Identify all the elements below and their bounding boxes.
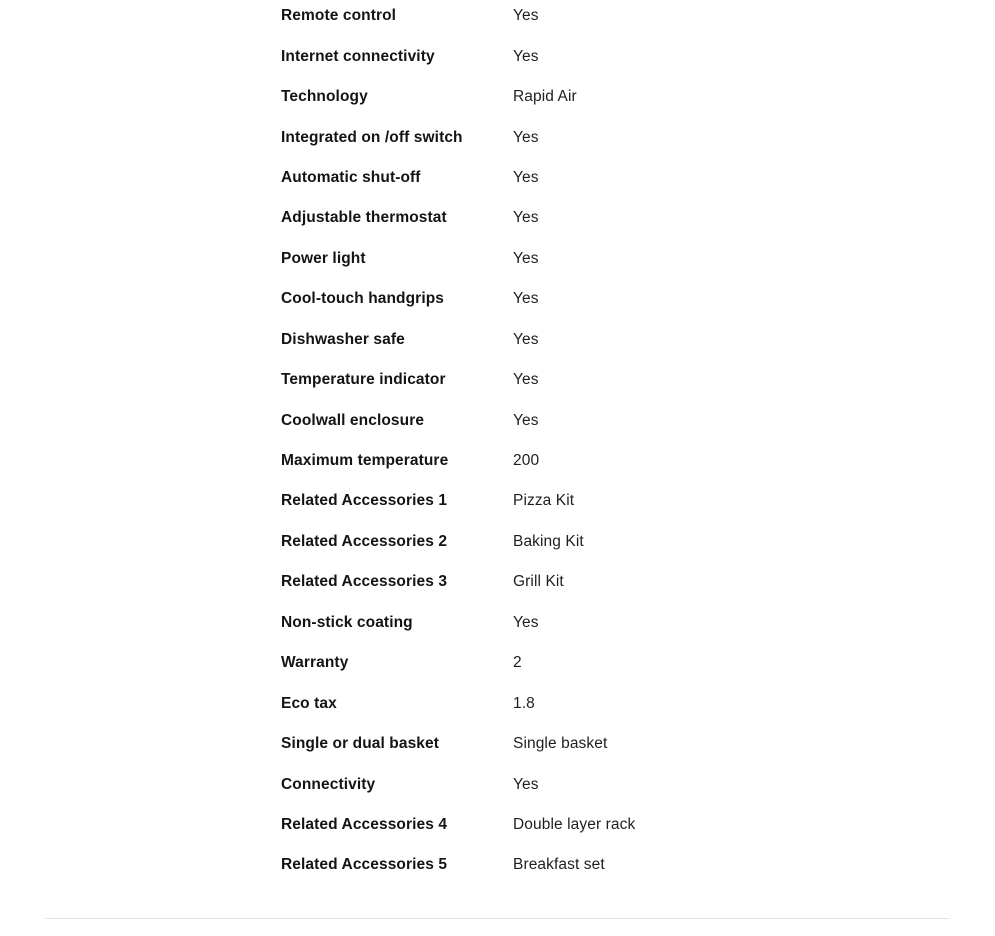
spec-label: Related Accessories 4 <box>281 815 448 833</box>
spec-row <box>281 360 961 400</box>
spec-row <box>281 481 961 521</box>
spec-row <box>281 643 961 683</box>
spec-label: Eco tax <box>281 694 337 712</box>
spec-value: Single basket <box>513 735 608 753</box>
spec-value: Yes <box>513 209 539 227</box>
spec-row <box>281 36 961 76</box>
spec-value: Yes <box>513 330 539 348</box>
section-divider <box>45 918 949 919</box>
spec-value: Yes <box>513 7 539 25</box>
spec-row <box>281 320 961 360</box>
spec-row <box>281 441 961 481</box>
spec-value: 1.8 <box>513 694 535 712</box>
spec-value: Yes <box>513 371 539 389</box>
spec-label: Temperature indicator <box>281 371 446 389</box>
spec-table <box>281 0 961 886</box>
spec-value: Yes <box>513 249 539 267</box>
spec-label: Related Accessories 5 <box>281 856 448 874</box>
spec-label: Related Accessories 2 <box>281 532 448 550</box>
spec-label: Cool-touch handgrips <box>281 290 445 308</box>
spec-label: Adjustable thermostat <box>281 209 447 227</box>
spec-label: Internet connectivity <box>281 47 435 65</box>
spec-row <box>281 279 961 319</box>
spec-row <box>281 400 961 440</box>
spec-label: Non-stick coating <box>281 613 413 631</box>
spec-label: Connectivity <box>281 775 376 793</box>
spec-label: Related Accessories 1 <box>281 492 448 510</box>
spec-label: Single or dual basket <box>281 735 440 753</box>
spec-row <box>281 522 961 562</box>
spec-value: Yes <box>513 411 539 429</box>
spec-row <box>281 562 961 602</box>
spec-row <box>281 683 961 723</box>
spec-label: Maximum temperature <box>281 452 449 470</box>
spec-row <box>281 0 961 36</box>
spec-value: 2 <box>513 654 522 672</box>
spec-label: Remote control <box>281 7 397 25</box>
spec-value: Breakfast set <box>513 856 605 874</box>
spec-row <box>281 77 961 117</box>
spec-row <box>281 845 961 885</box>
spec-value: Yes <box>513 613 539 631</box>
spec-value: Yes <box>513 47 539 65</box>
spec-label: Technology <box>281 88 368 106</box>
spec-row <box>281 158 961 198</box>
spec-row <box>281 117 961 157</box>
spec-label: Warranty <box>281 654 349 672</box>
spec-row <box>281 603 961 643</box>
spec-row <box>281 724 961 764</box>
spec-value: Pizza Kit <box>513 492 575 510</box>
spec-row <box>281 198 961 238</box>
spec-value: Yes <box>513 290 539 308</box>
spec-value: Yes <box>513 168 539 186</box>
spec-label: Dishwasher safe <box>281 330 405 348</box>
spec-value: Yes <box>513 128 539 146</box>
spec-label: Integrated on /off switch <box>281 128 463 146</box>
spec-row <box>281 764 961 804</box>
spec-label: Coolwall enclosure <box>281 411 425 429</box>
spec-value: Grill Kit <box>513 573 564 591</box>
spec-value: Baking Kit <box>513 532 584 550</box>
spec-row <box>281 805 961 845</box>
spec-value: Double layer rack <box>513 815 636 833</box>
spec-row <box>281 239 961 279</box>
spec-value: Rapid Air <box>513 88 577 106</box>
spec-value: 200 <box>513 452 540 470</box>
spec-value: Yes <box>513 775 539 793</box>
spec-label: Related Accessories 3 <box>281 573 448 591</box>
spec-label: Power light <box>281 249 366 267</box>
spec-label: Automatic shut-off <box>281 168 421 186</box>
